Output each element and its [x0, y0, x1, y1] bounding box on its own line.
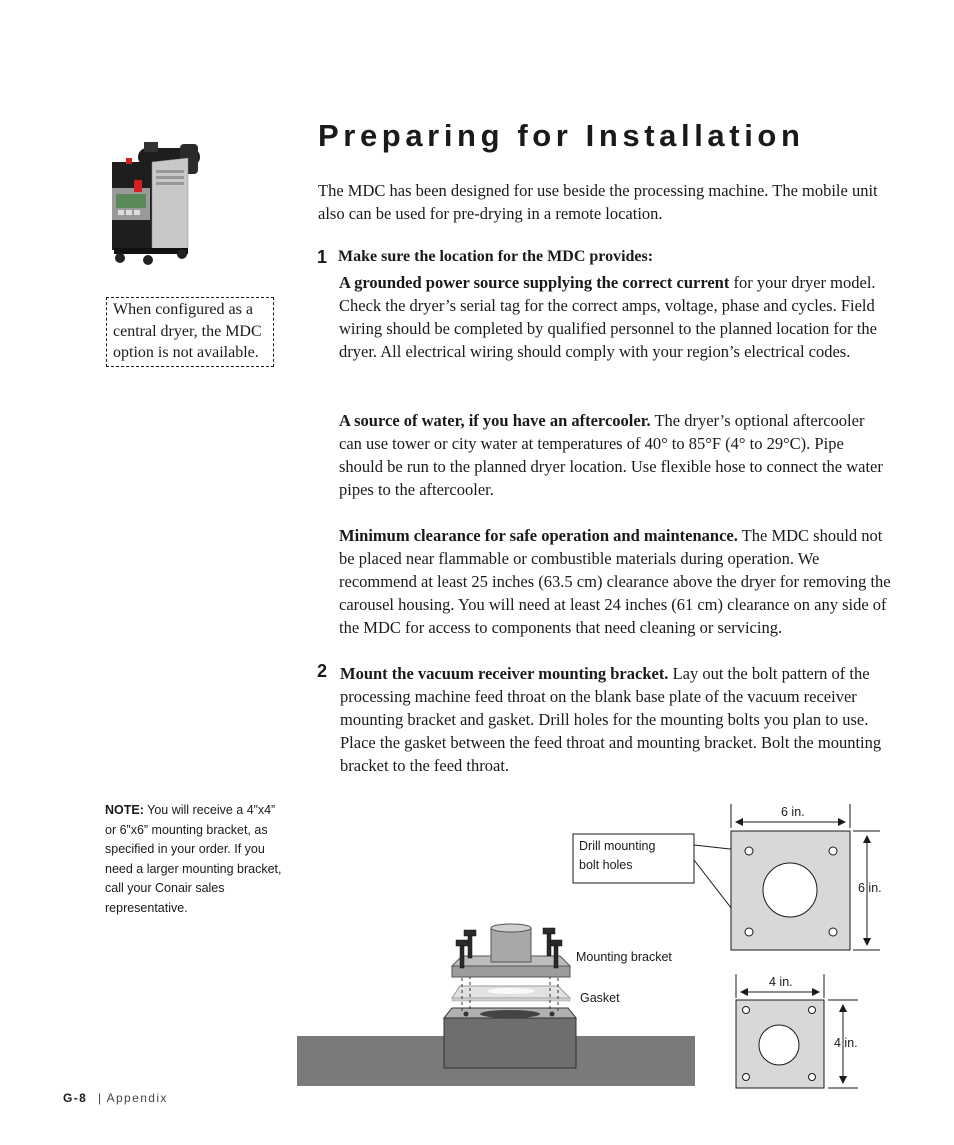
step-1-heading: Make sure the location for the MDC provides:	[338, 248, 654, 265]
intro-paragraph: The MDC has been designed for use beside the processing machine. The mobile unit also can be used for pre-drying in a remote location.	[318, 181, 878, 223]
step-1-number: 1	[317, 247, 328, 267]
drill-callout-line2: bolt holes	[579, 858, 633, 872]
requirement-power-lead: A grounded power source supplying the correct current	[339, 273, 730, 292]
note-label: NOTE:	[105, 803, 144, 817]
plate-4in-height-label: 4 in.	[834, 1036, 858, 1050]
requirement-water-text: The dryer’s optional aftercooler can use tower or city water at temperatures of 40° to 85°F (4° to 29°C). Pipe should be run to the planned dryer location. Use flexible hose to connect the water pipes to the aftercooler.	[339, 411, 883, 499]
footer-separator: |	[97, 1091, 103, 1105]
page-title: Preparing for Installation	[318, 118, 805, 153]
plate-6in-height-label: 6 in.	[858, 881, 882, 895]
feed-throat	[444, 1008, 576, 1068]
requirement-clearance-lead: Minimum clearance for safe operation and maintenance.	[339, 526, 738, 545]
section-name: Appendix	[106, 1091, 168, 1105]
plate-6in-width-label: 6 in.	[781, 805, 805, 819]
page-footer	[63, 1091, 168, 1105]
mounting-bracket-label: Mounting bracket	[576, 950, 672, 964]
step-2-text: Lay out the bolt pattern of the processing machine feed throat on the blank base plate of the vacuum receiver mounting bracket and gasket. Drill holes for the mounting bolts you plan to use. Place the gasket between the feed throat and mounting bracket. Bolt the mounting bracket to the feed throat.	[340, 664, 882, 775]
step-2-number: 2	[317, 661, 328, 681]
sidebar-note: When configured as a central dryer, the MDC option is not available.	[106, 297, 274, 367]
step-2-lead: Mount the vacuum receiver mounting bracket.	[340, 664, 669, 683]
requirement-clearance-text: The MDC should not be placed near flammable or combustible materials during operation. We recommend at least 25 inches (63.5 cm) clearance above the dryer for removing the carousel housing. You will need at least 24 inches (61 cm) clearance on any side of the MDC for access to components that need cleaning or servicing.	[339, 526, 891, 637]
plate-4in-width-label: 4 in.	[769, 975, 793, 989]
plate-6in-center-hole	[763, 863, 817, 917]
plate-4in-center-hole	[759, 1025, 799, 1065]
requirement-water-lead: A source of water, if you have an aftercooler.	[339, 411, 651, 430]
note-text: You will receive a 4”x4” or 6”x6” mounting bracket, as specified in your order. If you need a larger mounting bracket, call your Conair sales representative.	[105, 803, 282, 915]
drill-callout-line1: Drill mounting	[579, 839, 656, 853]
gasket-label: Gasket	[580, 991, 620, 1005]
page-number: G-8	[63, 1091, 88, 1105]
requirement-power-text: for your dryer model. Check the dryer’s serial tag for the correct amps, voltage, phase and cycles. Field wiring should be completed by qualified personnel to the planned location for the dryer. All electrical wiring should comply with your region’s electrical codes.	[339, 273, 877, 361]
